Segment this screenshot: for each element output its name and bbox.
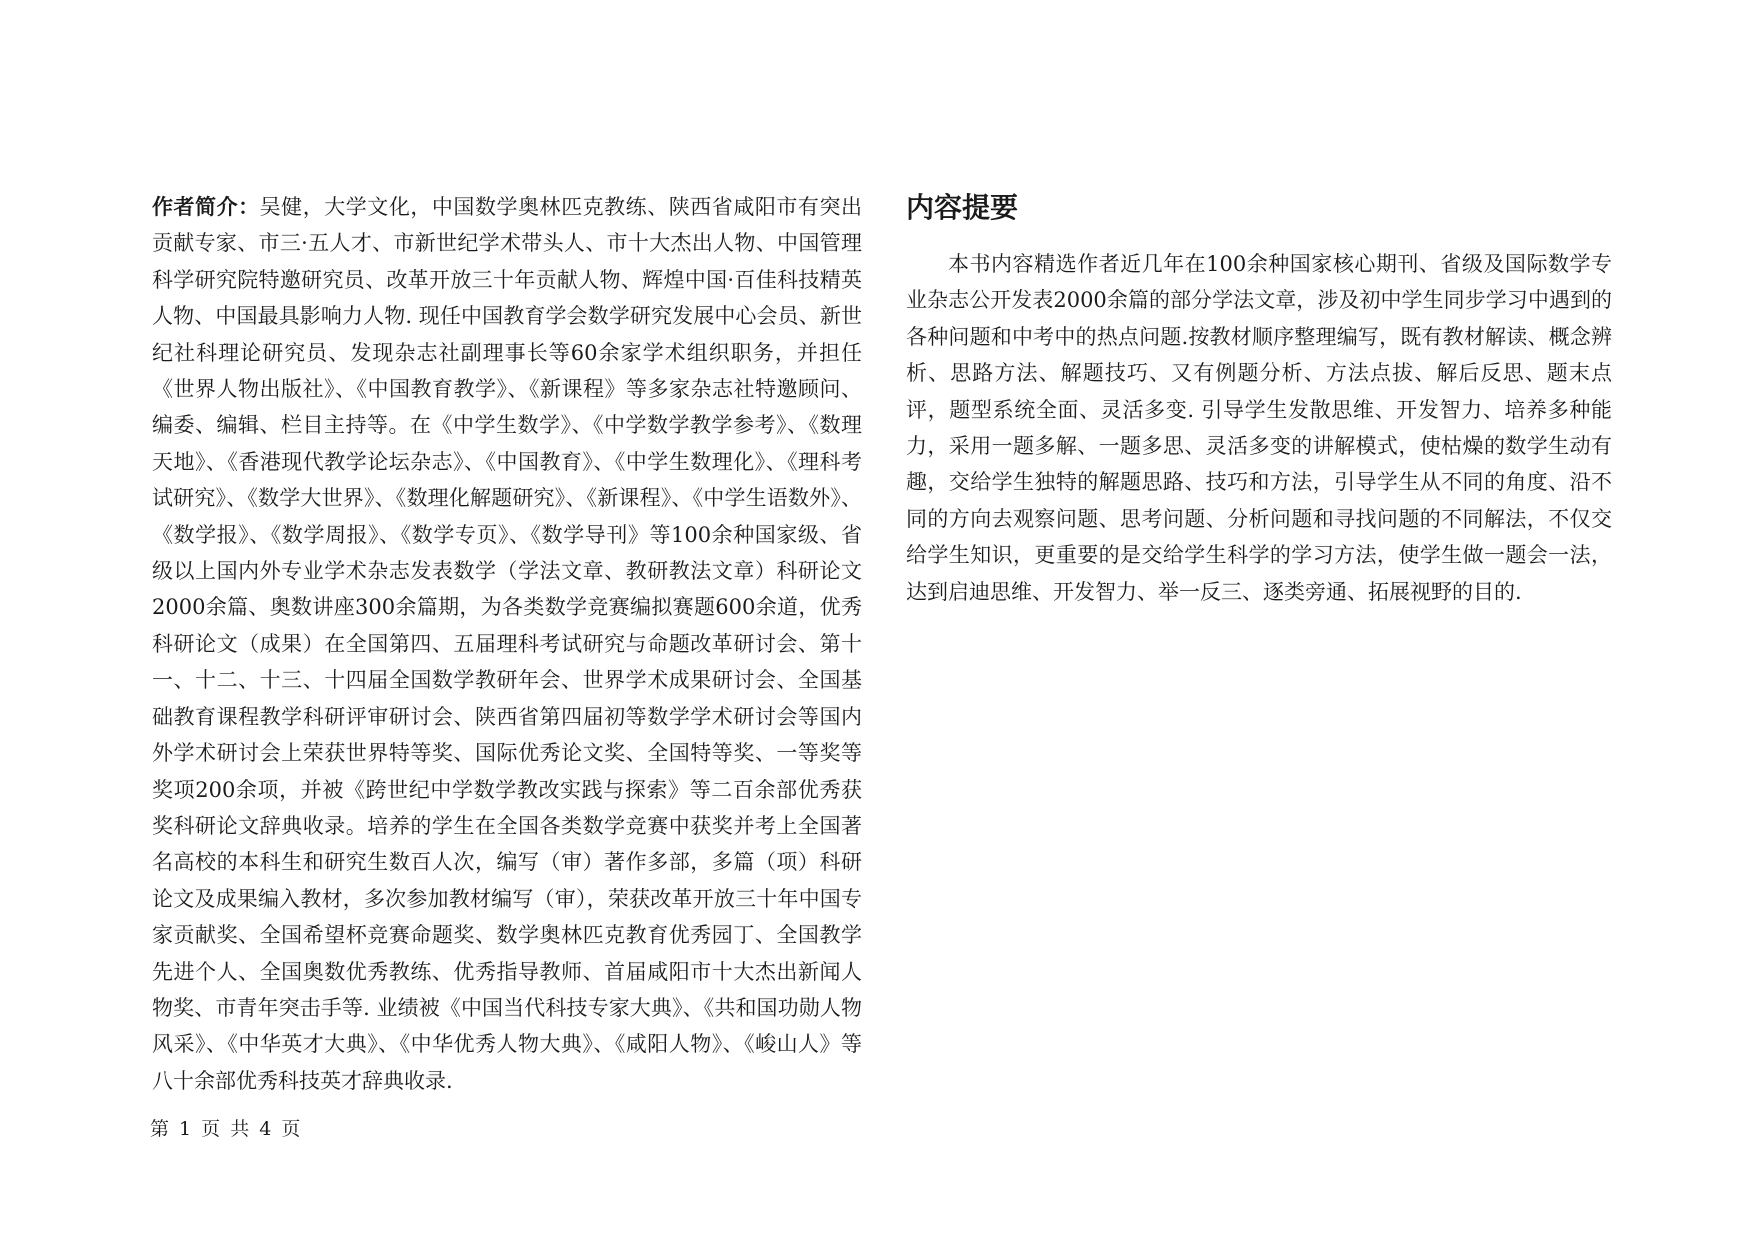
page-footer: 第 1 页 共 4 页: [150, 1118, 301, 1140]
summary-column: [906, 188, 1612, 610]
summary-heading: 内容提要: [906, 191, 1019, 224]
author-intro-label: 作者简介：: [152, 195, 260, 219]
summary-text: 本书内容精选作者近几年在100余种国家核心期刊、省级及国际数学专业杂志公开发表2000余篇的部分学法文章，涉及初中学生同步学习中遇到的各种问题和中考中的热点问题.按教材顺序整理编写，既有教材解读、概念辨析、思路方法、解题技巧、又有例题分析、方法点拔、解后反思、题末点评，题型系统全面、灵活多变. 引导学生发散思维、开发智力、培养多种能力，采用一题多解、一题多思、灵活多变的讲解模式，使枯燥的数学生动有趣，交给学生独特的解题思路、技巧和方法，引导学生从不同的角度、沿不同的方向去观察问题、思考问题、分析问题和寻找问题的不同解法，不仅交给学生知识，更重要的是交给学生科学的学习方法，使学生做一题会一法，达到启迪思维、开发智力、举一反三、逐类旁通、拓展视野的目的.: [906, 252, 1612, 604]
author-bio-text: 吴健，大学文化，中国数学奥林匹克教练、陕西省咸阳市有突出贡献专家、市三·五人才、市新世纪学术带头人、市十大杰出人物、中国管理科学研究院特邀研究员、改革开放三十年贡献人物、辉煌中国·百佳科技精英人物、中国最具影响力人物. 现任中国教育学会数学研究发展中心会员、新世纪社科理论研究员、发现杂志社副理事长等60余家学术组织职务，并担任《世界人物出版社》、《中国教育教学》、《新课程》等多家杂志社特邀顾问、编委、编辑、栏目主持等。在《中学生数学》、《中学数学教学参考》、《数理天地》、《香港现代教学论坛杂志》、《中国教育》、《中学生数理化》、《理科考试研究》、《数学大世界》、《数理化解题研究》、《新课程》、《中学生语数外》、《数学报》、《数学周报》、《数学专页》、《数学导刊》等100余种国家级、省级以上国内外专业学术杂志发表数学（学法文章、教研教法文章）科研论文2000余篇、奥数讲座300余篇期，为各类数学竞赛编拟赛题600余道，优秀科研论文（成果）在全国第四、五届理科考试研究与命题改革研讨会、第十一、十二、十三、十四届全国数学教研年会、世界学术成果研讨会、全国基础教育课程教学科研评审研讨会、陕西省第四届初等数学学术研讨会等国内外学术研讨会上荣获世界特等奖、国际优秀论文奖、全国特等奖、一等奖等奖项200余项，并被《跨世纪中学数学教改实践与探索》等二百余部优秀获奖科研论文辞典收录。培养的学生在全国各类数学竞赛中获奖并考上全国著名高校的本科生和研究生数百人次，编写（审）著作多部，多篇（项）科研论文及成果编入教材，多次参加教材编写（审），荣获改革开放三十年中国专家贡献奖、全国希望杯竞赛命题奖、数学奥林匹克教育优秀园丁、全国教学先进个人、全国奥数优秀教练、优秀指导教师、首届咸阳市十大杰出新闻人物奖、市青年突击手等. 业绩被《中国当代科技专家大典》、《共和国功勋人物风采》、《中华英才大典》、《中华优秀人物大典》、《咸阳人物》、《峻山人》等八十余部优秀科技英才辞典收录.: [152, 195, 862, 1093]
author-intro-column: [152, 189, 862, 1099]
author-bio-paragraph: [152, 189, 862, 1099]
